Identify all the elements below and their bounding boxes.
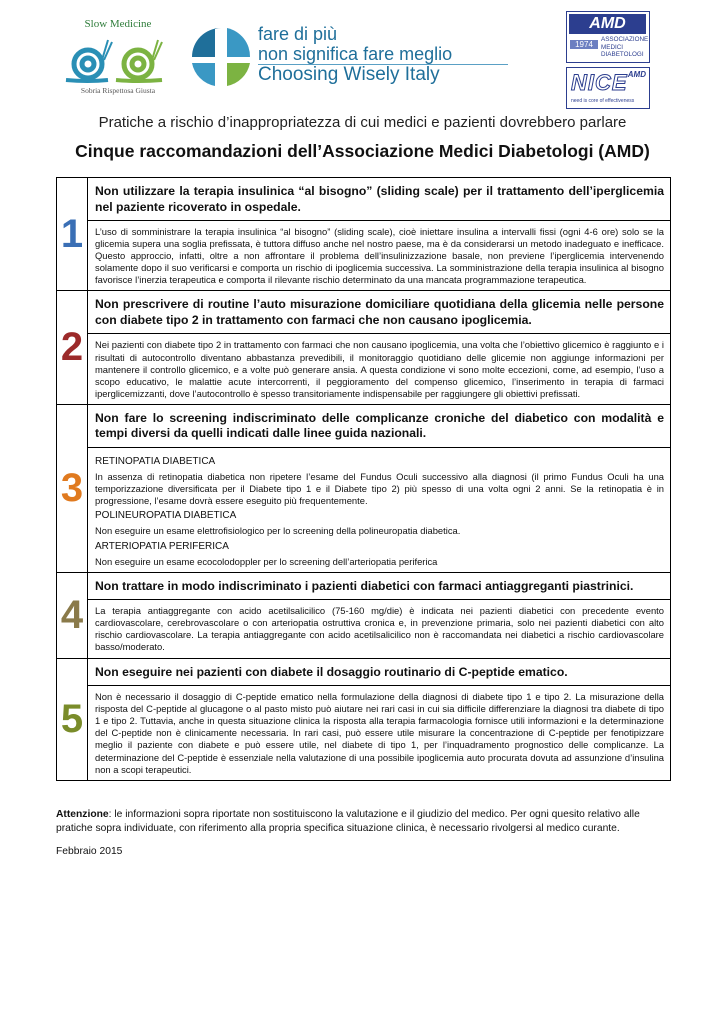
recommendation-content: [88, 405, 670, 572]
amd-name-line3: DIABETOLOGI: [601, 51, 644, 58]
recommendation-row-2: [57, 290, 670, 403]
section-heading: RETINOPATIA DIABETICA: [95, 455, 216, 467]
recommendation-row-4: [57, 572, 670, 658]
section-text: Non eseguire un esame elettrofisiologico per lo screening della polineuropatia diabetica.: [95, 525, 461, 537]
amd-logo: [566, 11, 650, 63]
recommendation-content: [88, 573, 670, 658]
recommendation-text: Nei pazienti con diabete tipo 2 in trattamento con farmaci che non causano ipoglicemia, una volta che l’obiettivo glicemico è raggiunto e i risultati di autocontrollo diventano abbastanza prevedibili, il monitoraggio quotidiano delle glicemie non aggiunge informazioni per mantenere il controllo glicemico, e a volte può generare ansia. A questa condizione vi sono molte eccezioni, come, ad esempio, l’uso a scopo educativo, le malattie acute intercorrenti, il peggioramento del compenso glicemico, l’inserimento in terapia di farmaci iperglicemizzanti, dove l’autocontrollo è spesso transitoriamente indispensabile per raggiungere gli obiettivi prefissati.: [95, 339, 664, 399]
choosing-wisely-line2: non significa fare meglio: [258, 44, 453, 64]
page-title: Cinque raccomandazioni dell’Associazione Medici Diabetologi (AMD): [75, 141, 650, 161]
slow-medicine-tagline: Sobria Rispettosa Giusta: [80, 86, 156, 95]
recommendation-content: [88, 659, 670, 780]
recommendation-row-5: [57, 658, 670, 780]
amd-name: [601, 36, 648, 59]
publication-date: Febbraio 2015: [56, 846, 123, 857]
snails-icon: [58, 30, 178, 86]
recommendation-number: 3: [57, 405, 88, 572]
disclaimer: [56, 808, 669, 836]
recommendation-content: [88, 178, 670, 290]
nice-tagline: need is core of effectiveness: [571, 98, 635, 104]
recommendation-number: 4: [57, 573, 88, 658]
nice-logo: [566, 67, 650, 109]
cross-icon: [190, 26, 252, 88]
recommendation-number: 5: [57, 659, 88, 780]
section-heading: ARTERIOPATIA PERIFERICA: [95, 540, 229, 552]
recommendation-row-3: [57, 404, 670, 572]
recommendation-number: 2: [57, 291, 88, 403]
disclaimer-label: Attenzione: [56, 809, 109, 820]
section-heading: POLINEUROPATIA DIABETICA: [95, 510, 237, 522]
choosing-wisely-line3: Choosing Wisely Italy: [258, 64, 440, 85]
choosing-wisely-logo: [190, 26, 520, 96]
disclaimer-text: : le informazioni sopra riportate non sostituiscono la valutazione e il giudizio del medico. Per ogni quesito relativo alle pratiche sopra individuate, con riferimento alla propria specifica situazione clinica, è necessario rivolgersi al medico curante.: [56, 809, 640, 834]
recommendation-title: Non eseguire nei pazienti con diabete il dosaggio routinario di C-peptide ematico.: [88, 659, 670, 687]
slow-medicine-title: Slow Medicine: [84, 18, 152, 30]
recommendation-number: 1: [57, 178, 88, 290]
recommendation-content: [88, 291, 670, 403]
amd-name-line2: MEDICI: [601, 43, 624, 51]
amd-year: 1974: [570, 40, 598, 49]
section-arteriopatia: [95, 541, 664, 568]
recommendation-text: [88, 448, 670, 572]
page-header: [0, 0, 725, 110]
choosing-wisely-line1: fare di più: [258, 24, 338, 44]
nice-amd-badge: AMD: [627, 70, 646, 79]
recommendation-text: Non è necessario il dosaggio di C-peptide ematico nella formulazione della diagnosi di diabete tipo 1 e tipo 2. La misurazione della risposta del C-peptide al glucagone o al pasto misto può aiutare nei rari casi in cui sia difficile differenziare la diagnosi tra diabete di tipo 1 e tipo 2. Tuttavia, anche in questa situazione clinica la risposta alla terapia farmacologia fornisce utili informazioni e la determinazione del C-peptide non è clinicamente necessaria. In rari casi, può essere utile misurare la concentrazione di C-peptide per fenotipizzare meglio il paziente con diabete e può essere utile, nel diabete di tipo 1, per l’inquadramento prognostico delle complicanze. La determinazione del C-peptide è essenziale nella valutazione di una possibile ipoglicemia auto procurata dovuta ad assunzione d’insulina non a scopi terapeutici.: [95, 691, 664, 775]
recommendations-table: [56, 177, 671, 781]
recommendation-title: Non fare lo screening indiscriminato delle complicanze croniche del diabetico con modalità e tempi diversi da quelli indicati dalle linee guida nazionali.: [88, 405, 670, 448]
amd-name-line1: ASSOCIAZIONE: [601, 36, 649, 43]
section-text: In assenza di retinopatia diabetica non ripetere l’esame del Fundus Oculi successivo alla diagnosi (il primo Fundus Oculi ha una temporizzazione diversificata per il Diabete tipo 1 e il Diabete tipo 2) più spesso di una volta ogni 2 anni. Se la retinopatia è in progressione, l’esame dovrà essere eseguito più frequentemente.: [95, 471, 664, 507]
recommendation-title: Non prescrivere di routine l’auto misurazione domiciliare quotidiana della glicemia nelle persone con diabete tipo 2 in trattamento con farmaci che non causano ipoglicemia.: [88, 291, 670, 334]
recommendation-text: La terapia antiaggregante con acido acetilsalicilico (75-160 mg/die) è indicata nei pazienti diabetici con precedente evento cardiovascolare, cerebrovascolare o con arteriopatia ostruttiva cronica e, in prevenzione primaria, solo nei pazienti diabetici con alto rischio cardiovascolare. La terapia antiaggregante con acido acetilsalicilico non è raccomandata nei diabetici a rischio cardiovascolare basso/moderato.: [95, 605, 664, 653]
amd-logo-text: AMD: [569, 14, 646, 34]
recommendation-row-1: [57, 178, 670, 290]
page-subtitle: Pratiche a rischio d’inappropriatezza di cui medici e pazienti dovrebbero parlare: [98, 114, 627, 131]
slow-medicine-logo: [58, 18, 178, 98]
recommendation-text: L’uso di somministrare la terapia insulinica “al bisogno” (sliding scale), cioè iniettare insulina a intervalli fissi (ogni 4-6 ore) solo se la glicemia supera una soglia prefissata, è tuttora diffuso anche nel nostro paese, ma è da considerarsi un metodo inadeguato e inefficace. Questo approccio, infatti, oltre a non affrontare il problema dell’insulinizzazione basale, non previene l’iperglicemia intervenendo solamente dopo il suo verificarsi e comporta un rischio di ipoglicemia successiva. La somministrazione della terapia insulinica al bisogno favorisce l’inerzia terapeutica e comporta il rilevante rischio determinato da una mancata programmazione terapeutica.: [95, 226, 664, 286]
section-polineuropatia: [95, 510, 664, 537]
section-text: Non eseguire un esame ecocolodoppler per lo screening dell’arteriopatia periferica: [95, 555, 438, 567]
section-retinopatia: [95, 456, 664, 507]
nice-logo-text: NICE: [571, 70, 628, 95]
recommendation-title: Non trattare in modo indiscriminato i pazienti diabetici con farmaci antiaggreganti piastrinici.: [88, 573, 670, 601]
recommendation-title: Non utilizzare la terapia insulinica “al bisogno” (sliding scale) per il trattamento dell’iperglicemia nel paziente ricoverato in ospedale.: [88, 178, 670, 221]
